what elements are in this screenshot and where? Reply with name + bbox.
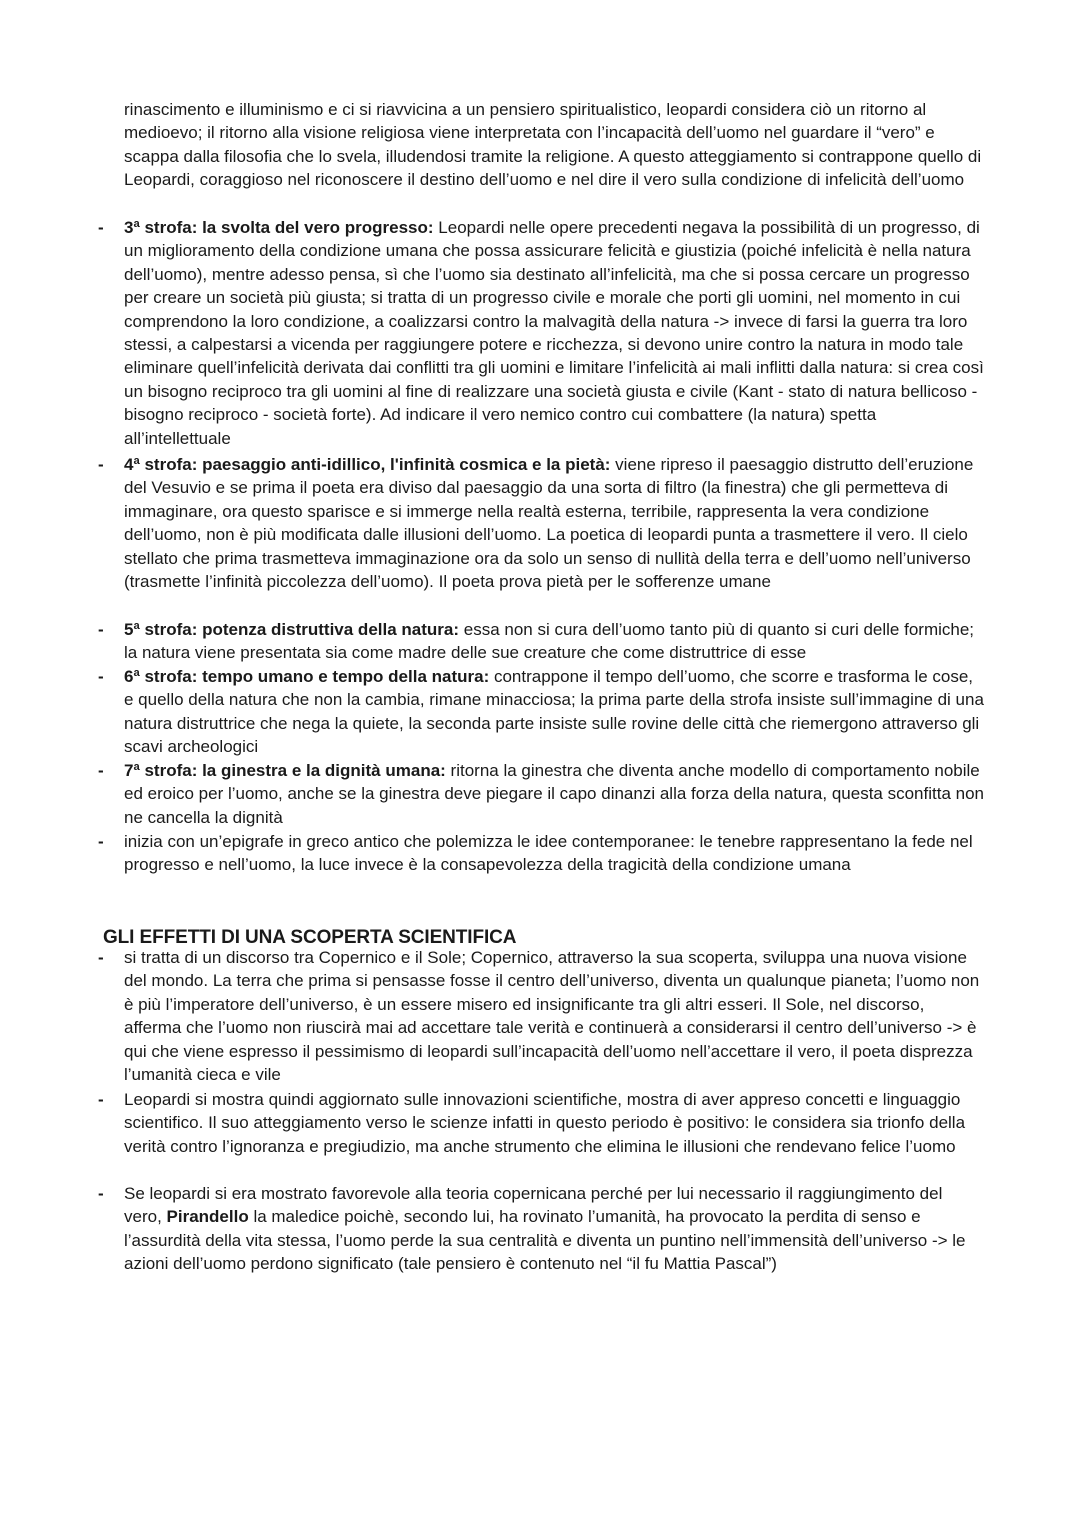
list-item-strofa-6: [98, 665, 984, 759]
list-item-strofa-4: [98, 453, 984, 593]
bullet-text: si tratta di un discorso tra Copernico e il Sole; Copernico, attraverso la sua scoperta, sviluppa una nuova visione del mondo. La terra che prima si pensasse fosse il centro dell’universo, diventa un qualunque pianeta; l’uomo non è più l’imperatore dell’universo, è un essere misero ed insignificante tra gli altri esseri. Il Sole, nel discorso, afferma che l’uomo non riuscirà mai ad accettare tale verità e continuerà a considerarsi il centro dell’universo -> è qui che viene espresso il pessimismo di leopardi sull’incapacità dell’uomo nell’accettare il vero, il poeta disprezza l’umanità cieca e vile: [124, 948, 980, 1085]
bullet-dash: -: [98, 620, 104, 639]
bullet-text-before: Se leopardi si era mostrato favorevole alla teoria copernicana perché per lui necessario il raggiungimento del vero,: [124, 1184, 943, 1227]
strofa-text: ritorna la ginestra che diventa anche modello di comportamento nobile ed eroico per l’uomo, anche se la ginestra deve piegare il capo dinanzi alla forza della natura, questa sconfitta non ne cancella la dignità: [124, 761, 984, 827]
bullet-dash: -: [98, 667, 104, 686]
strofa-text: essa non si cura dell’uomo tanto più di quanto si curi delle formiche; la natura viene presentata sia come madre delle sue creature che come distruttrice di esse: [124, 620, 975, 663]
list-item-strofa-7: [98, 759, 984, 829]
bullet-dash: -: [98, 1090, 104, 1109]
strofa-title: 4ª strofa: paesaggio anti-idillico, l'infinità cosmica e la pietà:: [124, 455, 611, 474]
list-item-pirandello: [98, 1182, 984, 1276]
list-item-strofa-5: [98, 618, 984, 665]
bullet-text: Leopardi si mostra quindi aggiornato sulle innovazioni scientifiche, mostra di aver appreso concetti e linguaggio scientifico. Il suo atteggiamento verso le scienze infatti in questo periodo è positivo: le considera sia trionfo della verità contro l’ignoranza e pregiudizio, ma anche strumento che elimina le illusioni che rendevano felice l’uomo: [124, 1090, 966, 1156]
strofa-title: 7ª strofa: la ginestra e la dignità umana:: [124, 761, 446, 780]
strofa-text: viene ripreso il paesaggio distrutto dell’eruzione del Vesuvio e se prima il poeta era diviso dal paesaggio da una sorta di filtro (la finestra) che gli permetteva di immaginare, ora questo sparisce e si immerge nella realtà esterna, terribile, rappresenta la vera condizione dell’uomo, non è più modificata dalle illusioni dell’uomo. La poetica di leopardi punta a trasmettere il vero. Il cielo stellato che prima trasmetteva immaginazione ora da solo un senso di nullità della terra e dell’uomo nell’universo (trasmette l’infinità piccolezza dell’uomo). Il poeta prova pietà per le sofferenze umane: [124, 455, 974, 592]
bullet-dash: -: [98, 218, 104, 237]
intro-paragraph: rinascimento e illuminismo e ci si riavvicina a un pensiero spiritualistico, leopardi considera ciò un ritorno al medioevo; il ritorno alla visione religiosa viene interpretata con l’incapacità dell’uomo nel guardare il “vero” e scappa dalla filosofia che lo svela, illudendosi tramite la religione. A questo atteggiamento si contrappone quello di Leopardi, coraggioso nel riconoscere il destino dell’uomo e nel dire il vero sulla condizione di infelicità dell’uomo: [124, 100, 982, 190]
bullet-text-after: la maledice poichè, secondo lui, ha rovinato l’umanità, ha provocato la perdita di senso e l’assurdità della vita stessa, l’uomo perde la sua centralità e diventa un puntino nell’immensità dell’universo -> le azioni dell’uomo perdono significato (tale pensiero è contenuto nel “il fu Mattia Pascal”): [124, 1207, 966, 1274]
strofa-title: 6ª strofa: tempo umano e tempo della natura:: [124, 667, 490, 686]
list-item-copernico: [98, 946, 984, 1086]
strofa-text: contrappone il tempo dell’uomo, che scorre e trasforma le cose, e quello della natura che non la cambia, rimane minacciosa; la prima parte della strofa insiste sull’immagine di una natura distruttrice che nega la quiete, la seconda parte insiste sulle rovine delle città che riemergono attraverso gli scavi archeologici: [124, 667, 984, 757]
list-item-epigrafe: [98, 830, 984, 877]
bullet-dash: -: [98, 948, 104, 967]
list-item-strofa-3: [98, 216, 984, 450]
strofa-text: Leopardi nelle opere precedenti negava la possibilità di un progresso, di un miglioramento della condizione umana che possa assicurare felicità e giustizia (poiché infelicità è nella natura dell’uomo), mentre adesso pensa, sì che l’uomo sia destinato all’infelicità, ma che si possa cercare un progresso per creare un società più giusta; si tratta di un progresso civile e morale che porti gli uomini, nel momento in cui comprendono la loro condizione, a coalizzarsi contro la malvagità della natura -> invece di farsi la guerra tra loro stessi, a calpestarsi a vicenda per raggiungere potere e ricchezza, si devono unire contro la natura in modo tale eliminare quell’infelicità derivata dai conflitti tra gli uomini e limitare l’infelicità ai mali inflitti dalla natura: si crea così un bisogno reciproco tra gli uomini al fine di realizzare una società giusta e civile (Kant - stato di natura bellicoso - bisogno reciproco - società forte). Ad indicare il vero nemico contro cui combattere (la natura) spetta all’intellettuale: [124, 218, 984, 448]
section-heading: GLI EFFETTI DI UNA SCOPERTA SCIENTIFICA: [103, 927, 517, 948]
bullet-dash: -: [98, 455, 104, 474]
bullet-dash: -: [98, 1184, 104, 1203]
strofa-title: 5ª strofa: potenza distruttiva della natura:: [124, 620, 460, 639]
bullet-dash: -: [98, 832, 104, 851]
list-item-scienze: [98, 1088, 984, 1158]
strofa-text: inizia con un’epigrafe in greco antico che polemizza le idee contemporanee: le tenebre rappresentano la fede nel progresso e nell’uomo, la luce invece è la consapevolezza della tragicità della condizione umana: [124, 832, 973, 875]
strofa-title: 3ª strofa: la svolta del vero progresso:: [124, 218, 434, 237]
bullet-dash: -: [98, 761, 104, 780]
bullet-bold-name: Pirandello: [166, 1207, 249, 1227]
